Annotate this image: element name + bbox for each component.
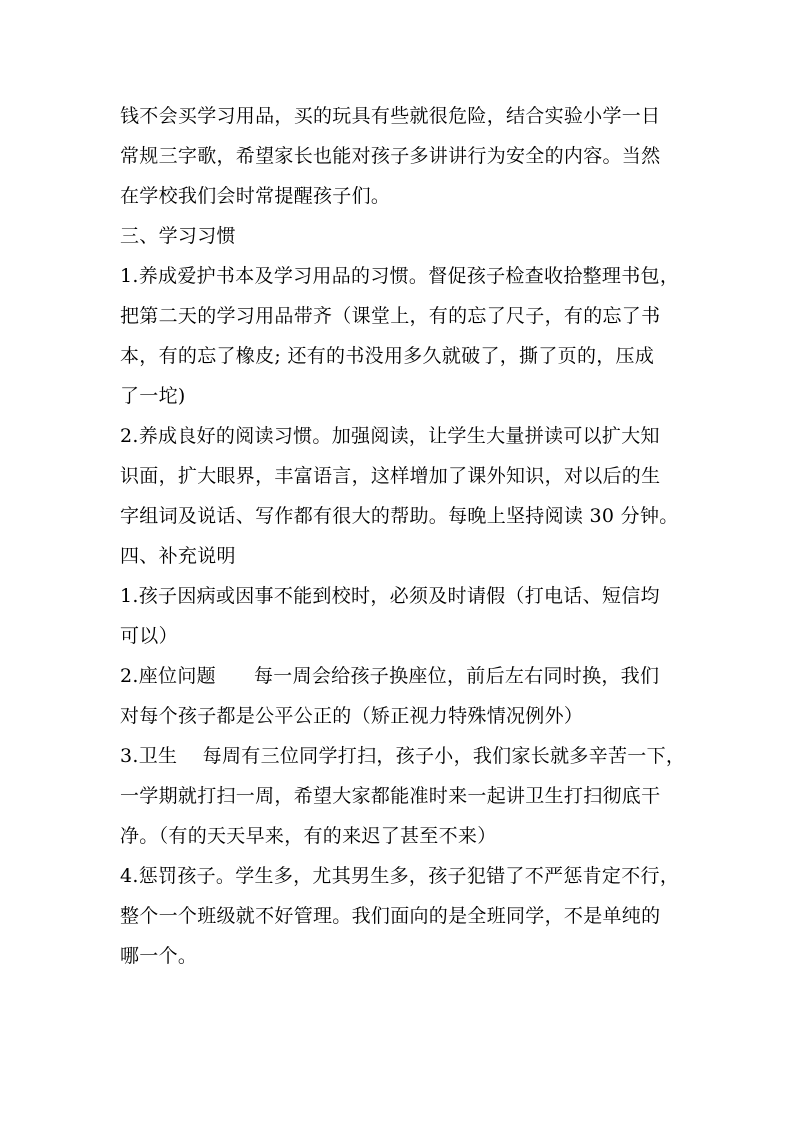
text-line: 1.孩子因病或因事不能到校时，必须及时请假（打电话、短信均 xyxy=(120,585,660,607)
text-line: 一学期就打扫一周，希望大家都能准时来一起讲卫生打扫彻底干 xyxy=(120,785,661,807)
text-line: 把第二天的学习用品带齐（课堂上，有的忘了尺子，有的忘了书 xyxy=(120,305,661,327)
document-body xyxy=(120,96,686,976)
text-line: 字组词及说话、写作都有很大的帮助。每晚上坚持阅读 30 分钟。 xyxy=(120,505,679,527)
text-line: 哪一个。 xyxy=(120,945,198,967)
text-line: 本，有的忘了橡皮; 还有的书没用多久就破了，撕了页的，压成 xyxy=(120,345,655,367)
text-line: 常规三字歌，希望家长也能对孩子多讲讲行为安全的内容。当然 xyxy=(120,145,661,167)
section-heading: 四、补充说明 xyxy=(120,545,236,567)
text-line: 4.惩罚孩子。学生多，尤其男生多，孩子犯错了不严惩肯定不行， xyxy=(120,865,680,887)
text-line: 了一坨) xyxy=(120,385,186,407)
text-line: 对每个孩子都是公平公正的（矫正视力特殊情况例外） xyxy=(120,705,584,727)
text-line: 识面，扩大眼界，丰富语言，这样增加了课外知识，对以后的生 xyxy=(120,465,661,487)
text-line: 钱不会买学习用品，买的玩具有些就很危险，结合实验小学一日 xyxy=(120,105,661,127)
text-line: 2.座位问题 每一周会给孩子换座位，前后左右同时换，我们 xyxy=(120,665,660,687)
text-line: 1.养成爱护书本及学习用品的习惯。督促孩子检查收拾整理书包， xyxy=(120,265,680,287)
text-line: 净。（有的天天早来，有的来迟了甚至不来） xyxy=(120,825,497,847)
text-line: 3.卫生 每周有三位同学打扫，孩子小，我们家长就多辛苦一下， xyxy=(120,745,686,767)
text-line: 2.养成良好的阅读习惯。加强阅读，让学生大量拼读可以扩大知 xyxy=(120,425,660,447)
section-heading: 三、学习习惯 xyxy=(120,225,236,247)
text-line: 可以） xyxy=(120,625,178,647)
text-line: 整个一个班级就不好管理。我们面向的是全班同学，不是单纯的 xyxy=(120,905,661,927)
text-line: 在学校我们会时常提醒孩子们。 xyxy=(120,185,391,207)
